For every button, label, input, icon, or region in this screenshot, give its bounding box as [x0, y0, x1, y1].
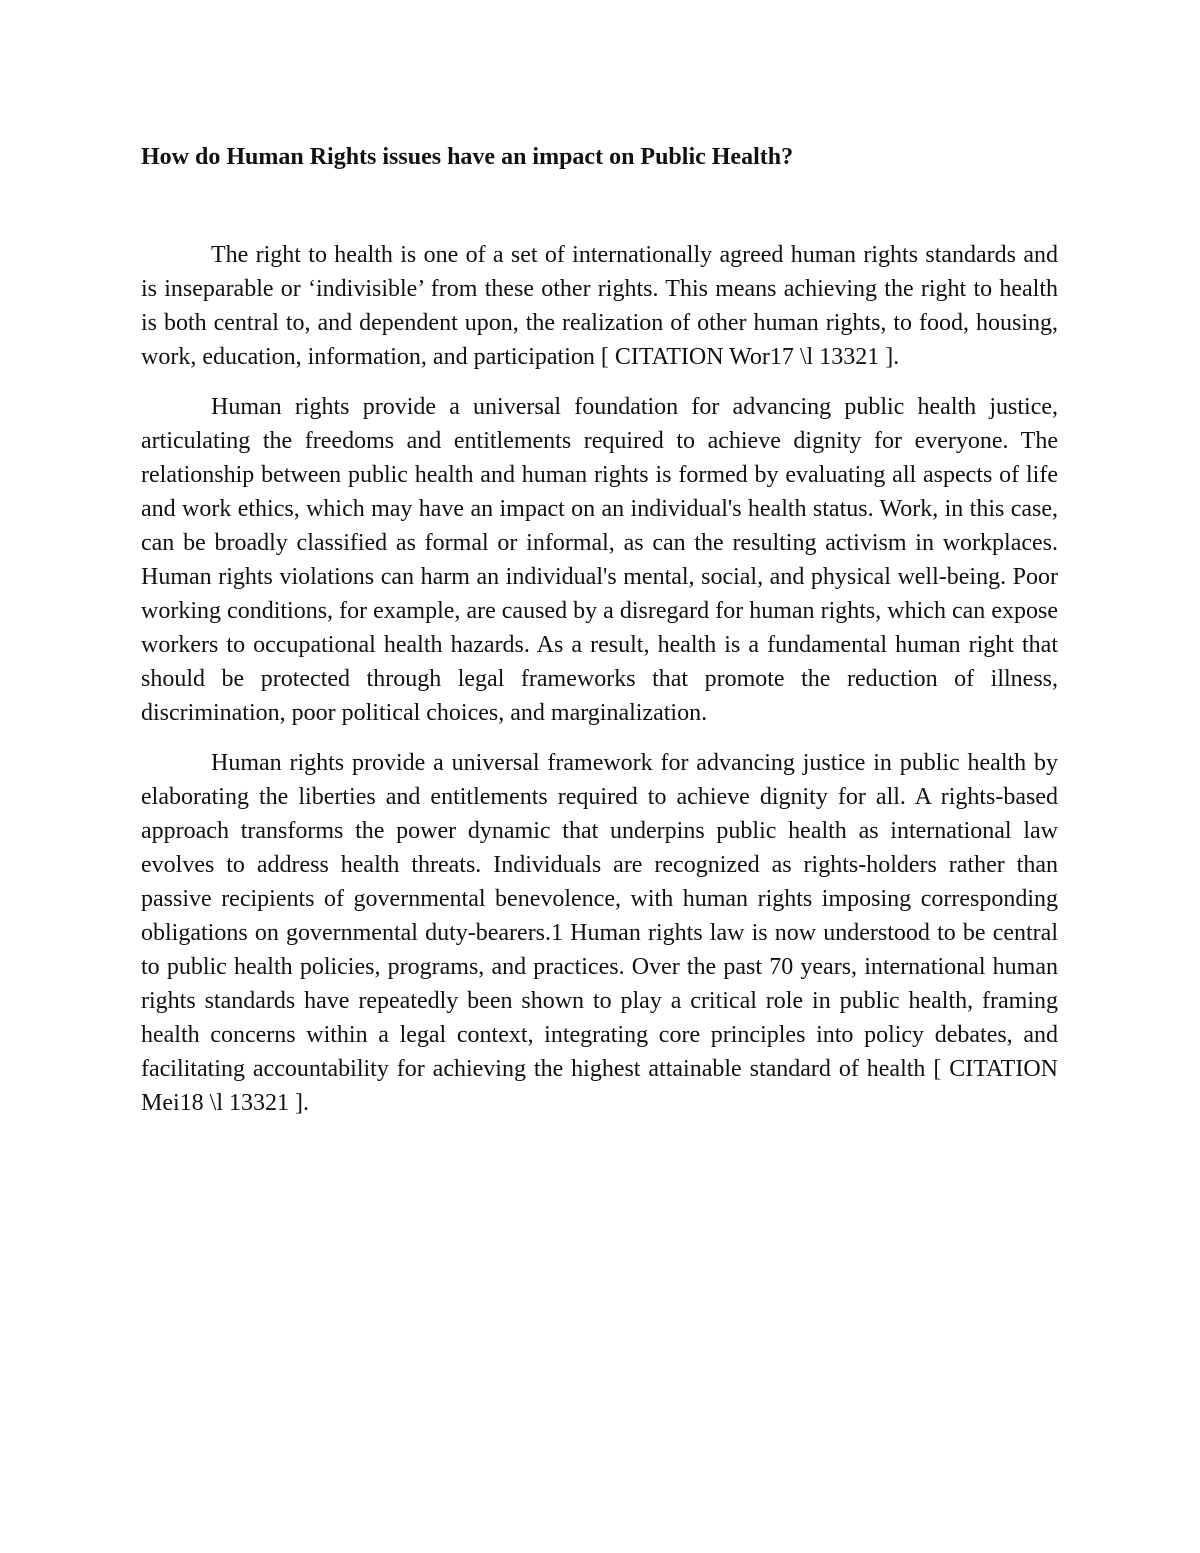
- document-title: How do Human Rights issues have an impact on Public Health?: [141, 144, 794, 170]
- paragraph-universal-foundation: Human rights provide a universal foundation for advancing public health justice, articulating the freedoms and entitlements required to achieve dignity for everyone. The relationship between public health and human rights is formed by evaluating all aspects of life and work ethics, which may have an impact on an individual's health status. Work, in this case, can be broadly classified as formal or informal, as can the resulting activism in workplaces. Human rights violations can harm an individual's mental, social, and physical well-being. Poor working conditions, for example, are caused by a disregard for human rights, which can expose workers to occupational health hazards. As a result, health is a fundamental human right that should be protected through legal frameworks that promote the reduction of illness, discrimination, poor political choices, and marginalization.: [141, 394, 1058, 726]
- paragraph-right-to-health: The right to health is one of a set of internationally agreed human rights standards and is inseparable or ‘indivisible’ from these other rights. This means achieving the right to health is both central to, and dependent upon, the realization of other human rights, to food, housing, work, education, information, and participation [ CITATION Wor17 \l 13321 ].: [141, 242, 1058, 370]
- paragraph-universal-framework: Human rights provide a universal framework for advancing justice in public health by elaborating the liberties and entitlements required to achieve dignity for all. A rights-based approach transforms the power dynamic that underpins public health as international law evolves to address health threats. Individuals are recognized as rights-holders rather than passive recipients of governmental benevolence, with human rights imposing corresponding obligations on governmental duty-bearers.1 Human rights law is now understood to be central to public health policies, programs, and practices. Over the past 70 years, international human rights standards have repeatedly been shown to play a critical role in public health, framing health concerns within a legal context, integrating core principles into policy debates, and facilitating accountability for achieving the highest attainable standard of health [ CITATION Mei18 \l 13321 ].: [141, 750, 1058, 1116]
- document-body: [141, 140, 1058, 1136]
